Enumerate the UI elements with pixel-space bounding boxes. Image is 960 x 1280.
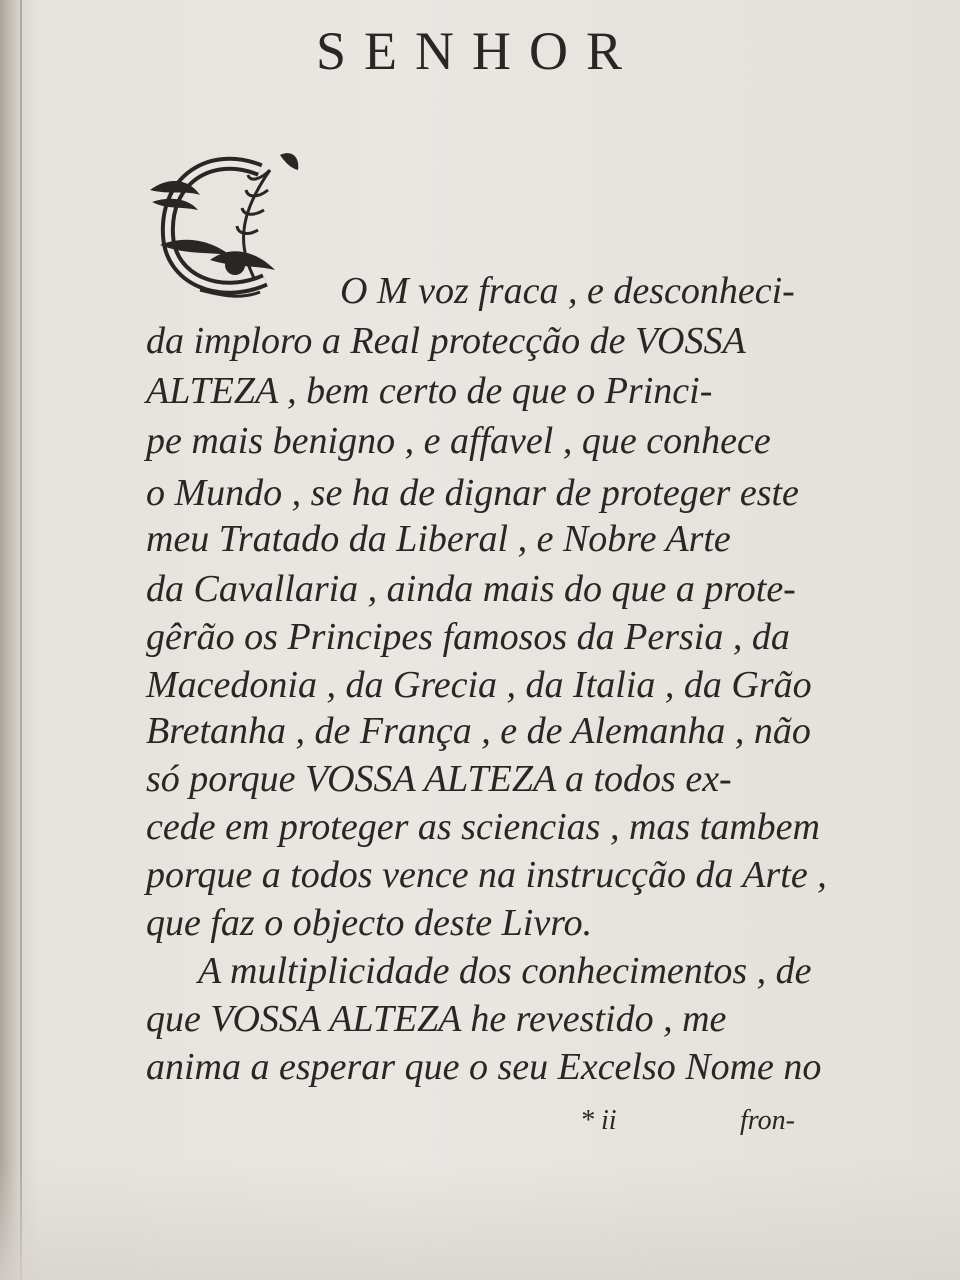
- text-line: Bretanha , de França , e de Alemanha , não: [146, 710, 811, 752]
- text-line: só porque VOSSA ALTEZA a todos ex-: [146, 758, 732, 800]
- text-line: meu Tratado da Liberal , e Nobre Arte: [146, 518, 731, 560]
- page-shadow: [0, 1160, 960, 1280]
- gutter-crease: [20, 0, 22, 1280]
- text-line: cede em proteger as sciencias , mas tambem: [146, 806, 820, 848]
- text-line: anima a esperar que o seu Excelso Nome no: [146, 1046, 822, 1088]
- text-line: gêrão os Principes famosos da Persia , da: [146, 616, 790, 658]
- text-line: da imploro a Real protecção de VOSSA: [146, 320, 746, 362]
- text-line: Macedonia , da Grecia , da Italia , da Grão: [146, 664, 812, 706]
- text-line: que faz o objecto deste Livro.: [146, 902, 593, 944]
- text-line: A multiplicidade dos conhecimentos , de: [198, 950, 812, 992]
- text-line: o Mundo , se ha de dignar de proteger este: [146, 472, 799, 514]
- text-line: O M voz fraca , e desconheci-: [340, 270, 795, 312]
- text-line: ALTEZA , bem certo de que o Princi-: [146, 370, 713, 412]
- text-line: da Cavallaria , ainda mais do que a prote-: [146, 568, 796, 610]
- catchword: fron-: [740, 1105, 795, 1136]
- text-line: pe mais benigno , e affavel , que conhece: [146, 420, 771, 462]
- text-line: que VOSSA ALTEZA he revestido , me: [146, 998, 727, 1040]
- text-line: porque a todos vence na instrucção da Arte ,: [146, 854, 827, 896]
- ornamental-initial-c: [140, 140, 310, 305]
- page-title: SENHOR: [316, 21, 641, 81]
- signature-mark: * ii: [580, 1105, 617, 1136]
- book-gutter: [0, 0, 22, 1280]
